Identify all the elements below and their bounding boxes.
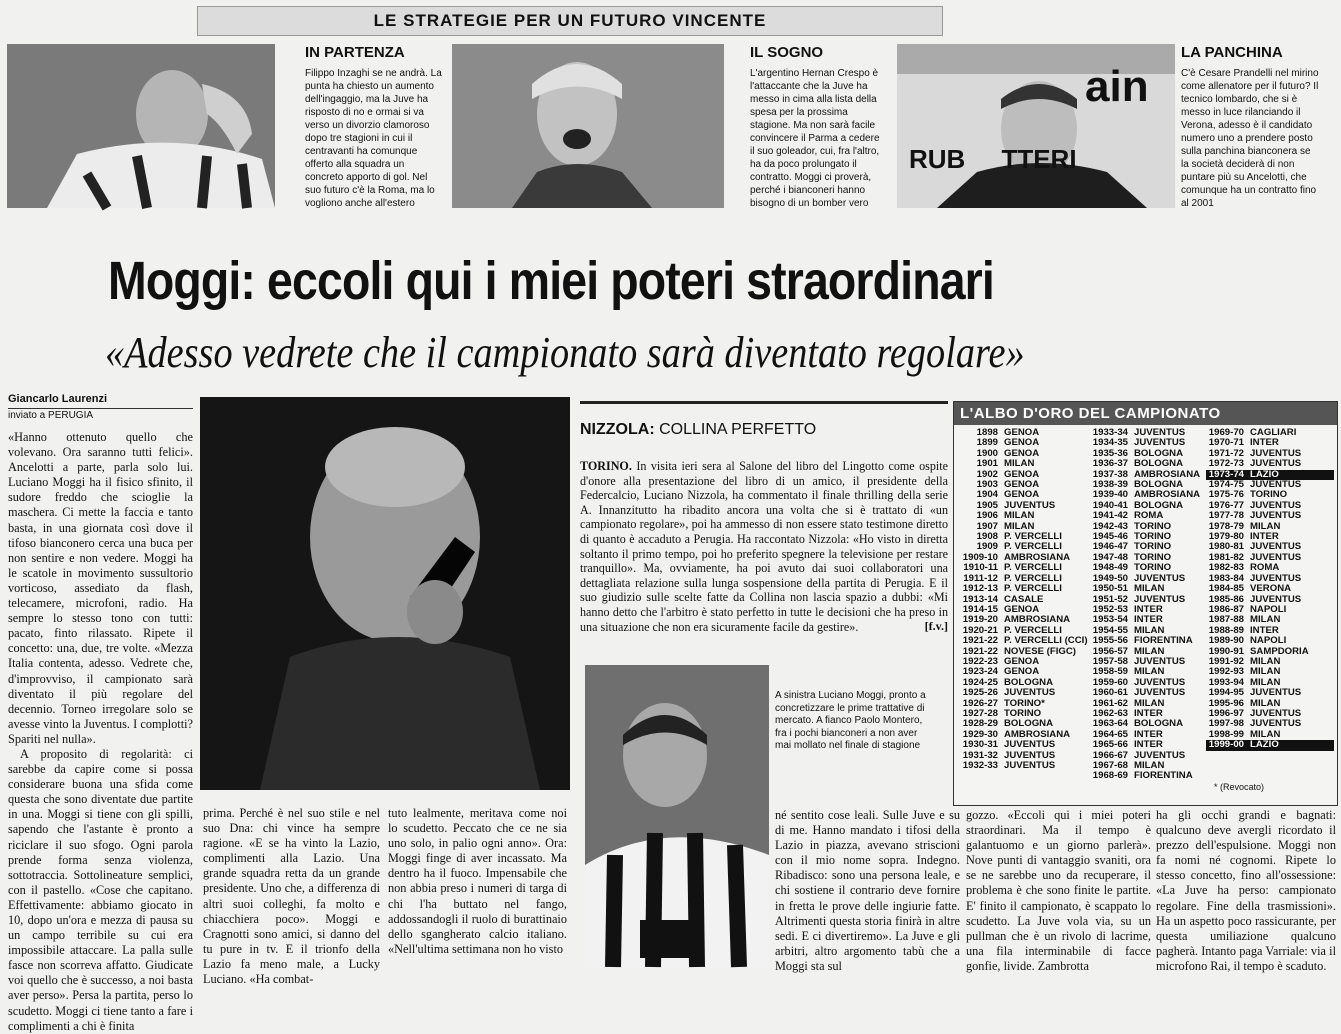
albo-team: NOVESE (FIGC): [1004, 645, 1076, 657]
sidebar-la-panchina: [1181, 44, 1321, 210]
albo-team: GENOA: [1004, 427, 1040, 438]
albo-season: 1911-12: [963, 572, 998, 584]
albo-season: 1992-93: [1208, 666, 1244, 678]
albo-team: BOLOGNA: [1134, 718, 1184, 730]
byline: [8, 393, 193, 421]
albo-season: 1924-25: [962, 676, 998, 688]
albo-season: 1969-70: [1208, 427, 1244, 438]
albo-season: 1980-81: [1208, 541, 1244, 553]
albo-season: 1976-77: [1208, 499, 1244, 511]
albo-team: JUVENTUS: [1004, 687, 1056, 699]
albo-footnote: * (Revocato): [1214, 782, 1265, 792]
albo-team: JUVENTUS: [1250, 718, 1302, 730]
albo-team: JUVENTUS: [1134, 572, 1186, 584]
albo-team: JUVENTUS: [1250, 572, 1302, 584]
albo-season: 1956-57: [1092, 645, 1128, 657]
albo-season: 1913-14: [962, 593, 998, 605]
montero-photo: [585, 665, 769, 967]
nizzola-dateline: TORINO.: [580, 459, 632, 473]
albo-season: 1921-22: [962, 635, 998, 647]
albo-column-3: [1206, 428, 1334, 751]
albo-season: 1986-87: [1208, 603, 1244, 615]
albo-season: 1928-29: [962, 718, 998, 730]
albo-season: 1994-95: [1208, 687, 1244, 699]
albo-team: P. VERCELLI (CCI): [1004, 635, 1088, 647]
albo-season: 1988-89: [1208, 624, 1244, 636]
albo-season: 1957-58: [1092, 655, 1128, 667]
albo-season: 1908: [976, 531, 998, 543]
albo-team: GENOA: [1004, 603, 1040, 615]
albo-team: JUVENTUS: [1004, 739, 1056, 751]
albo-team: MILAN: [1250, 697, 1281, 709]
albo-team: P. VERCELLI: [1004, 583, 1062, 595]
albo-team: INTER: [1134, 707, 1163, 719]
byline-role: inviato a PERUGIA: [8, 408, 193, 421]
albo-team: INTER: [1134, 728, 1163, 740]
albo-team: JUVENTUS: [1134, 749, 1186, 761]
albo-team: JUVENTUS: [1004, 749, 1056, 761]
albo-season: 1898: [976, 427, 998, 438]
albo-season: 1960-61: [1092, 687, 1128, 699]
albo-team: JUVENTUS: [1250, 458, 1302, 470]
albo-row: [1206, 740, 1334, 750]
albo-season: 1958-59: [1092, 666, 1128, 678]
albo-season: 1936-37: [1092, 458, 1128, 470]
albo-team: TORINO: [1250, 489, 1288, 501]
albo-season: 1962-63: [1092, 707, 1128, 719]
albo-season: 1905: [976, 499, 998, 511]
albo-team: JUVENTUS: [1004, 760, 1056, 771]
article-column-2: prima. Perché è nel suo stile e nel suo Dna: chi vince ha sempre ragione. «E se ha vinto la Lazio, complimenti alla Lazio. Una grande squadra retta da un grande presidente. Uno che, a differenza di altri suoi colleghi, fa molto e chiacchiera poco». Moggi e Cragnotti sono amici, si danno del tu pure in tv. E il trionfo della Lazio fa meno male, a Lucky Luciano. «Ha combat-: [203, 806, 380, 987]
albo-team: MILAN: [1134, 583, 1165, 595]
albo-season: 1964-65: [1092, 728, 1128, 740]
albo-season: 1979-80: [1208, 531, 1244, 543]
albo-team: MILAN: [1134, 645, 1165, 657]
paragraph: «Hanno ottenuto quello che volevano. Ora saranno tutti felici». Ancelotti a parte, parla solo lui. Luciano Moggi ha il fisico sfinito, il sudore freddo che scioglie la maschera. Ci mette la faccia e tanto basta, in una giornata così dove il tifoso bianconero cerca una buca per non sentire e non vedere. Moggi ha le scatole in movimento sussultorio vorticoso, assediato da flash, telecamere, microfoni, radio. Ha sempre lo stesso tono con tutti: pacato, finto rilassato. Ripete il concetto: una, due, tre volte. «Mezza Italia contenta, adesso. Vedrete che, d'improvviso, il campionato sarà diventato il più regolare del decennio. Torneo irregolare solo se avesse vinto la Juventus. I complotti? Spariti nel nulla».: [8, 430, 193, 746]
albo-team: MILAN: [1004, 510, 1035, 522]
subheadline: «Adesso vedrete che il campionato sarà diventato regolare»: [105, 328, 1025, 377]
albo-season: 1925-26: [962, 687, 998, 699]
albo-team: TORINO: [1134, 531, 1172, 543]
sidebar-in-partenza: [305, 44, 443, 210]
albo-title: L'ALBO D'ORO DEL CAMPIONATO: [954, 402, 1337, 425]
albo-team: GENOA: [1004, 447, 1040, 459]
albo-season: 1945-46: [1092, 531, 1128, 543]
albo-season: 1937-38: [1092, 468, 1128, 480]
albo-season: 1963-64: [1092, 718, 1128, 730]
albo-season: 1983-84: [1208, 572, 1244, 584]
albo-season: 1949-50: [1092, 572, 1128, 584]
albo-season: 1948-49: [1092, 562, 1128, 574]
albo-team: INTER: [1250, 531, 1279, 543]
albo-season: 1955-56: [1092, 635, 1128, 647]
albo-row: [1090, 771, 1218, 781]
albo-season: 1927-28: [962, 707, 998, 719]
albo-team: JUVENTUS: [1250, 541, 1302, 553]
albo-team: P. VERCELLI: [1004, 541, 1062, 553]
sidebar-il-sogno: [750, 44, 886, 210]
albo-team: TORINO*: [1004, 697, 1045, 709]
albo-season: 1973-74: [1208, 468, 1244, 480]
albo-team: MILAN: [1250, 676, 1281, 688]
albo-season: 1970-71: [1208, 437, 1244, 449]
albo-team: NAPOLI: [1250, 635, 1287, 647]
albo-team: GENOA: [1004, 666, 1040, 678]
photo-caption: A sinistra Luciano Moggi, pronto a concretizzare le prime trattative di mercato. A fianco Paolo Montero, fra i pochi bianconeri a non aver mai mollato nel finale di stagione: [775, 690, 926, 751]
sidebar-heading: IL SOGNO: [750, 44, 824, 61]
albo-team: JUVENTUS: [1004, 499, 1056, 511]
albo-team: MILAN: [1250, 614, 1281, 626]
albo-season: 1991-92: [1208, 655, 1244, 667]
albo-season: 1935-36: [1092, 447, 1128, 459]
headline: Moggi: eccoli qui i miei poteri straordinari: [108, 251, 994, 311]
albo-season: 1906: [976, 510, 998, 522]
albo-season: 1922-23: [962, 655, 998, 667]
albo-season: 1900: [976, 447, 998, 459]
albo-season: 1938-39: [1092, 479, 1128, 491]
albo-team: GENOA: [1004, 655, 1040, 667]
nizzola-box: [580, 401, 948, 651]
albo-team: LAZIO: [1250, 739, 1279, 751]
albo-team: JUVENTUS: [1134, 687, 1186, 699]
albo-season: 1946-47: [1092, 541, 1128, 553]
albo-season: 1903: [976, 479, 998, 491]
nizzola-signature: [f.v.]: [924, 619, 948, 634]
albo-team: JUVENTUS: [1250, 510, 1302, 522]
sidebar-heading: LA PANCHINA: [1181, 44, 1283, 61]
sidebar-text: C'è Cesare Prandelli nel mirino come allenatore per il futuro? Il tecnico lombardo, che si è messo in luce rilanciando il Verona, adesso è il candidato numero uno a prendere posto sulla panchina bianconera se la società deciderà di non puntare più su Ancelotti, che comunque ha un contratto fino al 2001: [1181, 68, 1319, 209]
albo-team: MILAN: [1004, 458, 1035, 470]
albo-season: 1914-15: [962, 603, 998, 615]
albo-team: BOLOGNA: [1134, 479, 1184, 491]
albo-team: INTER: [1250, 624, 1279, 636]
albo-season: 1987-88: [1208, 614, 1244, 626]
nizzola-text: [580, 459, 948, 634]
albo-season: 1910-11: [963, 562, 998, 574]
albo-season: 1950-51: [1092, 583, 1128, 595]
albo-season: 1975-76: [1208, 489, 1244, 501]
albo-doro-table: [953, 401, 1338, 806]
albo-team: JUVENTUS: [1250, 479, 1302, 491]
albo-season: 1997-98: [1208, 718, 1244, 730]
albo-season: 1920-21: [962, 624, 998, 636]
albo-team: MILAN: [1134, 697, 1165, 709]
albo-team: INTER: [1250, 437, 1279, 449]
albo-team: BOLOGNA: [1004, 718, 1054, 730]
albo-team: TORINO: [1134, 520, 1172, 532]
albo-season: 1990-91: [1208, 645, 1244, 657]
albo-season: 1953-54: [1092, 614, 1128, 626]
sidebar-text: L'argentino Hernan Crespo è l'attaccante che la Juve ha messo in cima alla lista della spesa per la prossima stagione. Ma non sarà facile convincere il Parma a cedere il suo goleador, cui, fra l'altro, ha da poco prolungato il contratto. Moggi ci proverà, perché i bianconeri hanno bisogno di un bomber vero: [750, 68, 880, 209]
albo-season: 1929-30: [962, 728, 998, 740]
albo-season: 1961-62: [1092, 697, 1128, 709]
albo-season: 1941-42: [1092, 510, 1128, 522]
albo-season: 1981-82: [1208, 551, 1244, 563]
albo-season: 1977-78: [1208, 510, 1244, 522]
albo-season: 1909: [976, 541, 998, 553]
albo-season: 1939-40: [1092, 489, 1128, 501]
albo-season: 1947-48: [1092, 551, 1128, 563]
albo-season: 1998-99: [1208, 728, 1244, 740]
inzaghi-photo: [7, 44, 275, 208]
albo-team: CAGLIARI: [1250, 427, 1297, 438]
albo-team: BOLOGNA: [1134, 499, 1184, 511]
albo-season: 1899: [976, 437, 998, 449]
albo-team: JUVENTUS: [1250, 593, 1302, 605]
nizzola-heading-rest: COLLINA PERFETTO: [654, 421, 817, 438]
albo-team: MILAN: [1134, 760, 1165, 771]
albo-team: P. VERCELLI: [1004, 624, 1062, 636]
albo-season: 1974-75: [1208, 479, 1244, 491]
albo-season: 1996-97: [1208, 707, 1244, 719]
albo-season: 1921-22: [962, 645, 998, 657]
albo-team: SAMPDORIA: [1250, 645, 1309, 657]
albo-team: P. VERCELLI: [1004, 531, 1062, 543]
section-banner: LE STRATEGIE PER UN FUTURO VINCENTE: [197, 6, 943, 36]
albo-team: FIORENTINA: [1134, 635, 1193, 647]
albo-season: 1932-33: [962, 760, 998, 771]
albo-team: VERONA: [1250, 583, 1292, 595]
albo-season: 1952-53: [1092, 603, 1128, 615]
albo-season: 1972-73: [1208, 458, 1244, 470]
albo-season: 1967-68: [1092, 760, 1128, 771]
byline-name: Giancarlo Laurenzi: [8, 393, 108, 405]
albo-season: 1959-60: [1092, 676, 1128, 688]
albo-season: 1965-66: [1092, 739, 1128, 751]
sponsor-sign-top: ain: [1085, 62, 1149, 111]
albo-team: MILAN: [1250, 666, 1281, 678]
article-column-3: tuto lealmente, meritava come noi lo scudetto. Peccato che ce ne sia uno solo, in palio ogni anno». Ora: Moggi finge di aver incassato. Ma dentro ha il fuoco. Impensabile che non abbia preso i numeri di targa di chi l'ha buttato nel fango, addossandogli il ruolo di burattinaio dello sgangherato calcio italiano. «Nell'ultima settimana non ho visto: [388, 806, 567, 956]
albo-team: JUVENTUS: [1134, 427, 1186, 438]
albo-season: 1901: [976, 458, 998, 470]
prandelli-photo: [897, 44, 1175, 208]
albo-team: P. VERCELLI: [1004, 562, 1062, 574]
albo-team: JUVENTUS: [1250, 687, 1302, 699]
albo-season: 1933-34: [1092, 427, 1128, 438]
crespo-photo: [452, 44, 724, 208]
albo-team: MILAN: [1250, 655, 1281, 667]
albo-team: BOLOGNA: [1134, 458, 1184, 470]
sidebar-heading: IN PARTENZA: [305, 44, 405, 61]
albo-team: INTER: [1134, 739, 1163, 751]
albo-season: 1934-35: [1092, 437, 1128, 449]
article-column-4: né sentito cose leali. Sulle Juve e su di me. Hanno mandato i tifosi della Lazio in piazza, avevano striscioni con il mio nome sopra. Indegno. Ribadisco: sono una persona leale, e chi sostiene il contrario deve fornire in fretta le prove delle ingiurie fatte. Altrimenti questa storia finirà in altre sedi. E ci divertiremo». La Juve e gli arbitri, altro argomento tabù che a Moggi sta sul: [775, 808, 960, 973]
albo-season: 1971-72: [1208, 447, 1244, 459]
paragraph: A proposito di regolarità: ci sarebbe da capire come si possa considerare buona una sfida come questa che sono diventate due partite in una. Moggi si tiene con gli spilli, sapendo che l'astante è pronto a riciclare il suo sfogo. Ogni parola prende forma senza violenza, sottotraccia. Sottolineature semplici, con il pastello. «Cose che capitano. Effettivamente: abbiamo giocato in 10, dopo un'ora e mezza di pausa su un campo terribile su cui era impossibile attaccare. La palla sulle fasce non scorreva affatto. Giudicate voi quello che è successo, a noi basta aver perso». Persa la partita, perso lo scudetto. Moggi ci tiene tanto a fare i complimenti a chi è finita: [8, 746, 193, 1033]
albo-season: 1995-96: [1208, 697, 1244, 709]
albo-team: JUVENTUS: [1134, 676, 1186, 688]
albo-team: JUVENTUS: [1250, 551, 1302, 563]
albo-season: 1923-24: [962, 666, 998, 678]
albo-team: GENOA: [1004, 489, 1040, 501]
article-column-5: gozzo. «Eccoli qui i miei poteri straordinari. Ma il tempo è galantuomo e un giorno parlerà». Nove punti di vantaggio svaniti, ora se ne sarebbe uno da recuperare, il problema è che sono finite le partite. E' finito il campionato, è scappato lo scudetto. La Juve vola via, su un pullman che è un rivolo di lacrime, una fila interminabile di facce gonfie, livide. Zambrotta: [966, 808, 1151, 973]
albo-column-2: [1090, 428, 1218, 782]
albo-season: 1999-00: [1208, 739, 1244, 751]
sponsor-sign-bottom: RUB TTERI: [909, 144, 1077, 174]
albo-season: 1951-52: [1092, 593, 1128, 605]
albo-row: [960, 761, 1088, 771]
albo-team: MILAN: [1004, 520, 1035, 532]
albo-team: JUVENTUS: [1134, 655, 1186, 667]
albo-season: 1904: [976, 489, 998, 501]
albo-team: TORINO: [1134, 551, 1172, 563]
albo-team: AMBROSIANA: [1134, 468, 1201, 480]
moggi-photo: [200, 397, 570, 790]
albo-team: MILAN: [1134, 624, 1165, 636]
albo-team: FIORENTINA: [1134, 770, 1193, 782]
albo-team: INTER: [1134, 614, 1163, 626]
albo-season: 1902: [976, 468, 998, 480]
albo-season: 1942-43: [1092, 520, 1128, 532]
sidebar-text: Filippo Inzaghi se ne andrà. La punta ha chiesto un aumento dell'ingaggio, ma la Juve ha risposto di no e ormai si va verso un divorzio clamoroso dopo tre stagioni in cui il centravanti ha comunque offerto alla squadra un concreto apporto di gol. Nel suo futuro c'è la Roma, ma lo vogliono anche all'estero: [305, 68, 442, 209]
albo-team: MILAN: [1134, 666, 1165, 678]
albo-team: GENOA: [1004, 479, 1040, 491]
albo-team: AMBROSIANA: [1004, 551, 1071, 563]
albo-column-1: [960, 428, 1088, 771]
albo-team: GENOA: [1004, 437, 1040, 449]
albo-team: AMBROSIANA: [1004, 728, 1071, 740]
albo-season: 1912-13: [962, 583, 998, 595]
albo-team: AMBROSIANA: [1004, 614, 1071, 626]
article-column-1: [8, 430, 193, 1033]
albo-team: MILAN: [1250, 520, 1281, 532]
crespo-photo-art: [452, 44, 724, 208]
montero-photo-art: [585, 665, 769, 967]
albo-team: JUVENTUS: [1250, 707, 1302, 719]
albo-team: JUVENTUS: [1250, 499, 1302, 511]
albo-team: GENOA: [1004, 468, 1040, 480]
article-column-6: ha gli occhi grandi e bagnati: qualcuno deve avergli ricordato il prezzo dell'espulsione. Moggi non fa nomi né cognomi. Ripete lo stesso concetto, fino all'ossessione: «La Juve ha perso: campionato regolare. Fine della trasmissioni». Ha un aspetto poco rassicurante, per questa umiliazione qualcuno pagherà. Intanto paga Varriale: via il microfono Rai, il tempo è scaduto.: [1156, 808, 1336, 973]
albo-season: 1940-41: [1092, 499, 1128, 511]
albo-team: ROMA: [1250, 562, 1280, 574]
albo-season: 1982-83: [1208, 562, 1244, 574]
albo-team: TORINO: [1134, 541, 1172, 553]
albo-team: BOLOGNA: [1134, 447, 1184, 459]
nizzola-heading: [580, 421, 948, 439]
albo-team: ROMA: [1134, 510, 1164, 522]
albo-season: 1966-67: [1092, 749, 1128, 761]
albo-team: INTER: [1134, 603, 1163, 615]
albo-team: CASALE: [1004, 593, 1044, 605]
albo-season: 1978-79: [1208, 520, 1244, 532]
albo-team: JUVENTUS: [1134, 437, 1186, 449]
albo-team: JUVENTUS: [1250, 447, 1302, 459]
albo-season: 1968-69: [1092, 770, 1128, 782]
albo-season: 1931-32: [962, 749, 998, 761]
albo-season: 1989-90: [1208, 635, 1244, 647]
albo-team: P. VERCELLI: [1004, 572, 1062, 584]
albo-team: TORINO: [1134, 562, 1172, 574]
albo-team: BOLOGNA: [1004, 676, 1054, 688]
albo-team: NAPOLI: [1250, 603, 1287, 615]
albo-season: 1919-20: [962, 614, 998, 626]
inzaghi-photo-art: [7, 44, 275, 208]
albo-season: 1984-85: [1208, 583, 1244, 595]
albo-season: 1907: [976, 520, 998, 532]
albo-team: TORINO: [1004, 707, 1042, 719]
albo-season: 1985-86: [1208, 593, 1244, 605]
albo-season: 1930-31: [962, 739, 998, 751]
moggi-photo-art: [200, 397, 570, 790]
albo-season: 1926-27: [962, 697, 998, 709]
albo-team: JUVENTUS: [1134, 593, 1186, 605]
albo-season: 1954-55: [1092, 624, 1128, 636]
albo-season: 1993-94: [1208, 676, 1244, 688]
nizzola-heading-name: NIZZOLA:: [580, 421, 655, 438]
albo-team: LAZIO: [1250, 468, 1279, 480]
albo-team: AMBROSIANA: [1134, 489, 1201, 501]
albo-season: 1909-10: [962, 551, 998, 563]
nizzola-body: In visita ieri sera al Salone del libro del Lingotto come ospite d'onore alla presentazione del libro di un amico, il presidente della Federcalcio, Luciano Nizzola, ha commentato il finale thrilling della serie A. Innanzitutto ha ribadito ancora una volta che si è trattato di «un campionato regolare», poi ha ammesso di non essere stato testimone diretto di quanto è accaduto a Perugia. Ha raccontato Nizzola: «Ho visto in diretta soltanto il primo tempo, poi ho preferito spegnere la televisione per restare tranquillo». Ma, ovviamente, ha poi avuto dai suoi collaboratori una dettagliata relazione sulla lunga sospensione della partita di Perugia. E il suo giudizio sulle scelte fatte da Collina non lascia spazio a dubbi: «Mi hanno detto che l'arbitro è stato perfetto in tutte le decisioni che ha preso in una situazione che non era sicuramente facile da gestire».: [580, 459, 948, 634]
albo-team: MILAN: [1250, 728, 1281, 740]
